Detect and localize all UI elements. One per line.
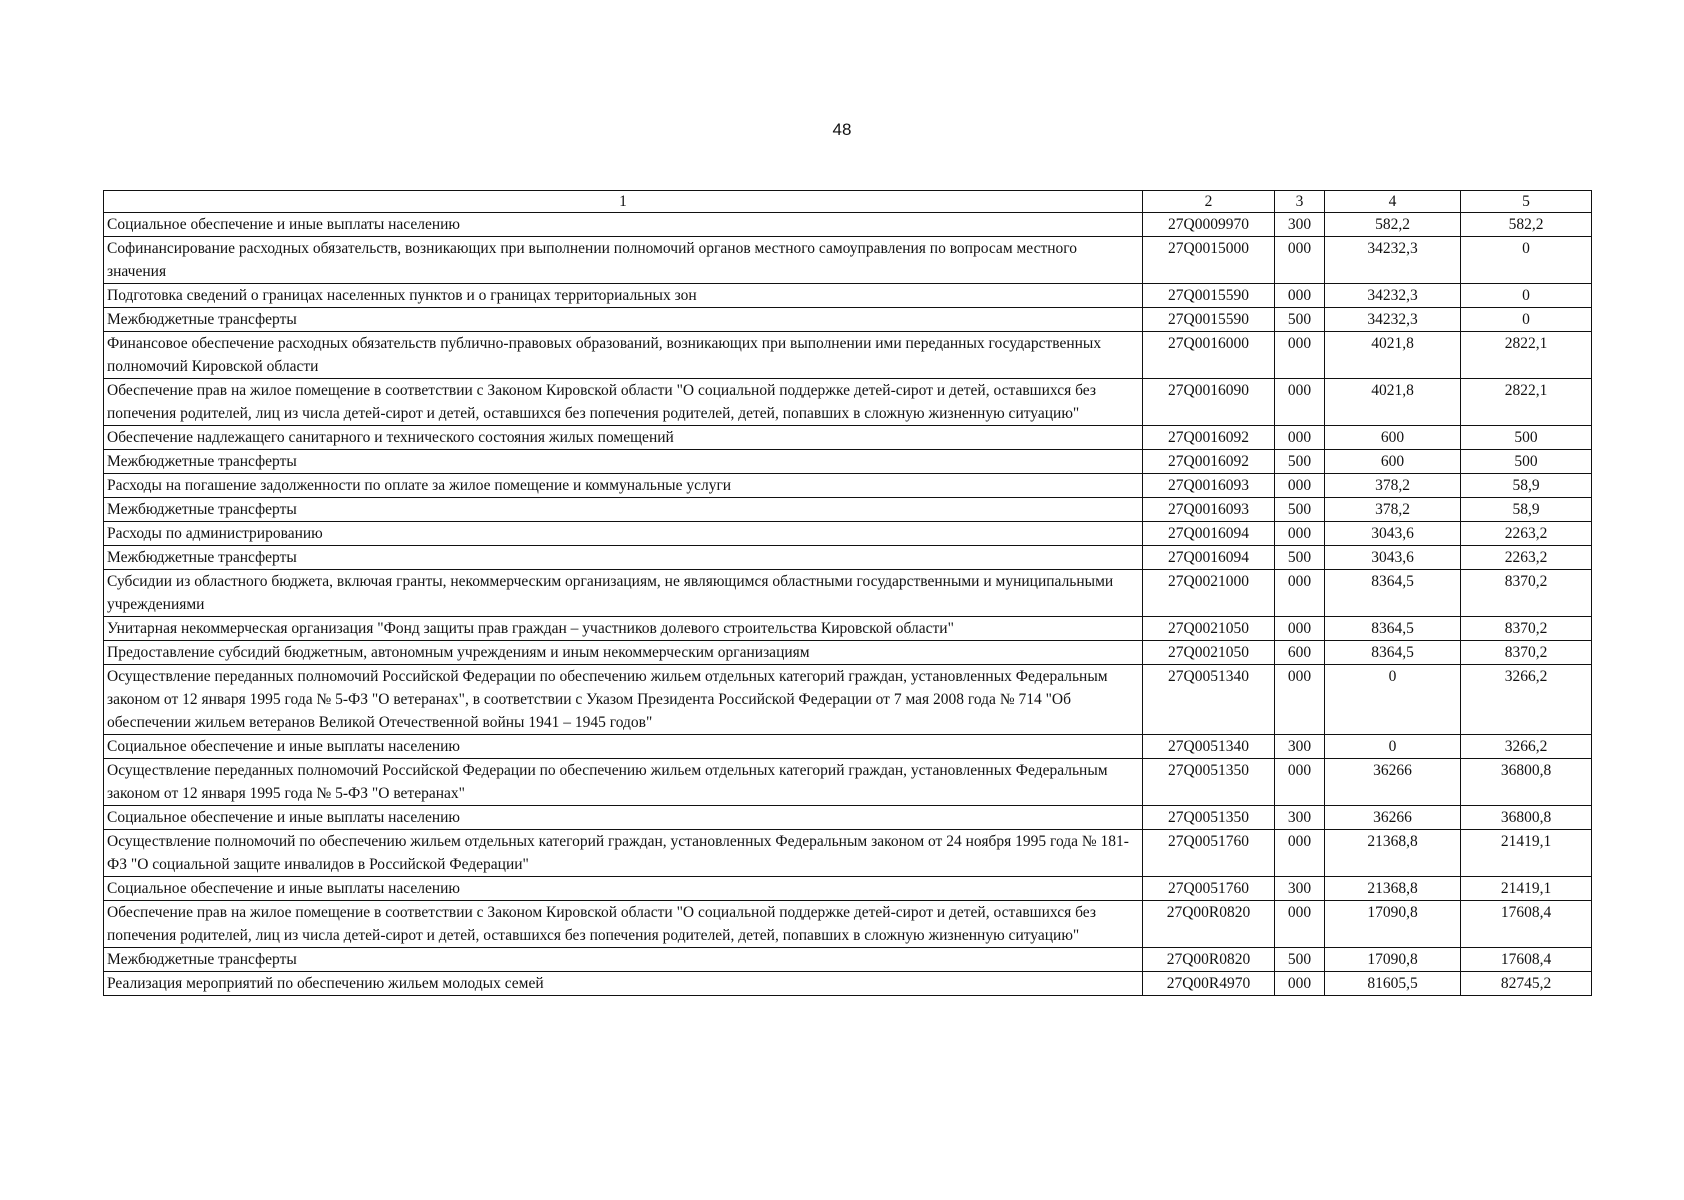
row-code-cell: 27Q00R0820 <box>1143 901 1275 948</box>
row-code-cell: 27Q0015000 <box>1143 237 1275 284</box>
row-value-1-cell: 8364,5 <box>1325 570 1461 617</box>
row-expense-type-cell: 500 <box>1275 546 1325 570</box>
row-expense-type-cell: 000 <box>1275 332 1325 379</box>
row-expense-type-cell: 300 <box>1275 213 1325 237</box>
table-row <box>104 522 1592 546</box>
row-expense-type-cell: 000 <box>1275 830 1325 877</box>
row-value-2-cell: 500 <box>1461 450 1592 474</box>
row-value-2-cell: 17608,4 <box>1461 901 1592 948</box>
header-cell-name: 1 <box>104 191 1143 213</box>
row-value-1-cell: 36266 <box>1325 806 1461 830</box>
table-row <box>104 237 1592 284</box>
row-expense-type-cell: 000 <box>1275 570 1325 617</box>
header-cell-value-2: 5 <box>1461 191 1592 213</box>
row-name-cell: Социальное обеспечение и иные выплаты населению <box>104 735 1143 759</box>
row-code-cell: 27Q0051340 <box>1143 735 1275 759</box>
row-value-1-cell: 378,2 <box>1325 474 1461 498</box>
budget-table <box>103 190 1592 996</box>
row-name-cell: Реализация мероприятий по обеспечению жильем молодых семей <box>104 972 1143 996</box>
row-name-cell: Межбюджетные трансферты <box>104 308 1143 332</box>
row-value-2-cell: 2822,1 <box>1461 379 1592 426</box>
row-code-cell: 27Q0015590 <box>1143 308 1275 332</box>
header-cell-kind: 3 <box>1275 191 1325 213</box>
row-code-cell: 27Q0016094 <box>1143 522 1275 546</box>
row-value-1-cell: 21368,8 <box>1325 877 1461 901</box>
row-name-cell: Предоставление субсидий бюджетным, автономным учреждениям и иным некоммерческим организациям <box>104 641 1143 665</box>
table-row <box>104 901 1592 948</box>
row-expense-type-cell: 300 <box>1275 806 1325 830</box>
row-value-1-cell: 21368,8 <box>1325 830 1461 877</box>
row-code-cell: 27Q0051350 <box>1143 759 1275 806</box>
row-name-cell: Расходы на погашение задолженности по оплате за жилое помещение и коммунальные услуги <box>104 474 1143 498</box>
row-value-1-cell: 8364,5 <box>1325 617 1461 641</box>
row-name-cell: Межбюджетные трансферты <box>104 498 1143 522</box>
row-code-cell: 27Q0021000 <box>1143 570 1275 617</box>
row-value-2-cell: 8370,2 <box>1461 570 1592 617</box>
row-value-2-cell: 36800,8 <box>1461 759 1592 806</box>
row-value-1-cell: 3043,6 <box>1325 522 1461 546</box>
table-row <box>104 972 1592 996</box>
row-name-cell: Межбюджетные трансферты <box>104 948 1143 972</box>
page-number: 48 <box>832 120 852 139</box>
row-code-cell: 27Q0016093 <box>1143 474 1275 498</box>
row-name-cell: Осуществление полномочий по обеспечению жильем отдельных категорий граждан, установленных Федеральным законом от 24 ноября 1995 года № 181-ФЗ "О социальной защите инвалидов в Российской Федерации" <box>104 830 1143 877</box>
row-code-cell: 27Q0016094 <box>1143 546 1275 570</box>
header-cell-value-1: 4 <box>1325 191 1461 213</box>
row-value-2-cell: 500 <box>1461 426 1592 450</box>
row-code-cell: 27Q0016093 <box>1143 498 1275 522</box>
table-row <box>104 332 1592 379</box>
row-expense-type-cell: 000 <box>1275 522 1325 546</box>
row-value-2-cell: 36800,8 <box>1461 806 1592 830</box>
row-value-1-cell: 17090,8 <box>1325 901 1461 948</box>
row-value-2-cell: 82745,2 <box>1461 972 1592 996</box>
budget-table-body <box>104 191 1592 996</box>
row-expense-type-cell: 000 <box>1275 759 1325 806</box>
row-value-1-cell: 36266 <box>1325 759 1461 806</box>
row-expense-type-cell: 300 <box>1275 877 1325 901</box>
row-value-1-cell: 582,2 <box>1325 213 1461 237</box>
row-expense-type-cell: 500 <box>1275 498 1325 522</box>
row-code-cell: 27Q0051760 <box>1143 877 1275 901</box>
table-row <box>104 498 1592 522</box>
row-value-1-cell: 34232,3 <box>1325 284 1461 308</box>
table-row <box>104 570 1592 617</box>
row-value-1-cell: 0 <box>1325 735 1461 759</box>
row-value-1-cell: 600 <box>1325 426 1461 450</box>
table-row <box>104 735 1592 759</box>
row-name-cell: Социальное обеспечение и иные выплаты населению <box>104 877 1143 901</box>
row-value-2-cell: 3266,2 <box>1461 735 1592 759</box>
row-code-cell: 27Q0021050 <box>1143 617 1275 641</box>
row-code-cell: 27Q0016090 <box>1143 379 1275 426</box>
row-value-2-cell: 21419,1 <box>1461 877 1592 901</box>
table-row <box>104 617 1592 641</box>
row-name-cell: Осуществление переданных полномочий Российской Федерации по обеспечению жильем отдельных категорий граждан, установленных Федеральным законом от 12 января 1995 года № 5-ФЗ "О ветеранах" <box>104 759 1143 806</box>
row-value-2-cell: 3266,2 <box>1461 665 1592 735</box>
table-row <box>104 474 1592 498</box>
row-expense-type-cell: 000 <box>1275 237 1325 284</box>
row-code-cell: 27Q0015590 <box>1143 284 1275 308</box>
row-value-2-cell: 58,9 <box>1461 498 1592 522</box>
row-name-cell: Подготовка сведений о границах населенных пунктов и о границах территориальных зон <box>104 284 1143 308</box>
table-row <box>104 830 1592 877</box>
row-code-cell: 27Q0016092 <box>1143 450 1275 474</box>
row-code-cell: 27Q00R4970 <box>1143 972 1275 996</box>
row-name-cell: Софинансирование расходных обязательств, возникающих при выполнении полномочий органов местного самоуправления по вопросам местного значения <box>104 237 1143 284</box>
row-expense-type-cell: 000 <box>1275 617 1325 641</box>
row-name-cell: Обеспечение надлежащего санитарного и технического состояния жилых помещений <box>104 426 1143 450</box>
table-row <box>104 213 1592 237</box>
row-code-cell: 27Q0021050 <box>1143 641 1275 665</box>
table-row <box>104 877 1592 901</box>
row-name-cell: Унитарная некоммерческая организация "Фонд защиты прав граждан – участников долевого строительства Кировской области" <box>104 617 1143 641</box>
row-code-cell: 27Q0009970 <box>1143 213 1275 237</box>
row-name-cell: Социальное обеспечение и иные выплаты населению <box>104 213 1143 237</box>
row-code-cell: 27Q0051340 <box>1143 665 1275 735</box>
table-row <box>104 806 1592 830</box>
row-code-cell: 27Q0051350 <box>1143 806 1275 830</box>
row-code-cell: 27Q00R0820 <box>1143 948 1275 972</box>
row-name-cell: Социальное обеспечение и иные выплаты населению <box>104 806 1143 830</box>
table-row <box>104 379 1592 426</box>
row-value-2-cell: 582,2 <box>1461 213 1592 237</box>
table-row <box>104 641 1592 665</box>
row-name-cell: Расходы по администрированию <box>104 522 1143 546</box>
row-name-cell: Финансовое обеспечение расходных обязательств публично-правовых образований, возникающих при выполнении ими переданных государственных полномочий Кировской области <box>104 332 1143 379</box>
row-value-1-cell: 4021,8 <box>1325 332 1461 379</box>
row-value-2-cell: 0 <box>1461 237 1592 284</box>
row-value-1-cell: 0 <box>1325 665 1461 735</box>
row-expense-type-cell: 000 <box>1275 972 1325 996</box>
row-value-2-cell: 21419,1 <box>1461 830 1592 877</box>
row-value-1-cell: 34232,3 <box>1325 308 1461 332</box>
table-row <box>104 426 1592 450</box>
row-code-cell: 27Q0016092 <box>1143 426 1275 450</box>
table-header-row <box>104 191 1592 213</box>
table-row <box>104 759 1592 806</box>
row-expense-type-cell: 600 <box>1275 641 1325 665</box>
row-value-2-cell: 0 <box>1461 308 1592 332</box>
row-expense-type-cell: 000 <box>1275 665 1325 735</box>
header-cell-code: 2 <box>1143 191 1275 213</box>
row-code-cell: 27Q0016000 <box>1143 332 1275 379</box>
row-expense-type-cell: 500 <box>1275 948 1325 972</box>
row-value-1-cell: 34232,3 <box>1325 237 1461 284</box>
row-value-1-cell: 3043,6 <box>1325 546 1461 570</box>
row-name-cell: Осуществление переданных полномочий Российской Федерации по обеспечению жильем отдельных категорий граждан, установленных Федеральным законом от 12 января 1995 года № 5-ФЗ "О ветеранах", в соответствии с Указом Президента Российской Федерации от 7 мая 2008 года № 714 "Об обеспечении жильем ветеранов Великой Отечественной войны 1941 – 1945 годов" <box>104 665 1143 735</box>
table-row <box>104 948 1592 972</box>
row-value-1-cell: 4021,8 <box>1325 379 1461 426</box>
row-value-2-cell: 2822,1 <box>1461 332 1592 379</box>
row-value-2-cell: 58,9 <box>1461 474 1592 498</box>
row-expense-type-cell: 000 <box>1275 426 1325 450</box>
row-value-1-cell: 8364,5 <box>1325 641 1461 665</box>
row-expense-type-cell: 300 <box>1275 735 1325 759</box>
row-value-2-cell: 2263,2 <box>1461 522 1592 546</box>
row-value-2-cell: 17608,4 <box>1461 948 1592 972</box>
row-expense-type-cell: 000 <box>1275 901 1325 948</box>
row-expense-type-cell: 000 <box>1275 379 1325 426</box>
row-name-cell: Субсидии из областного бюджета, включая гранты, некоммерческим организациям, не являющимся областными государственными и муниципальными учреждениями <box>104 570 1143 617</box>
row-expense-type-cell: 000 <box>1275 474 1325 498</box>
table-row <box>104 308 1592 332</box>
row-value-1-cell: 17090,8 <box>1325 948 1461 972</box>
row-value-2-cell: 8370,2 <box>1461 617 1592 641</box>
table-row <box>104 450 1592 474</box>
row-value-2-cell: 0 <box>1461 284 1592 308</box>
row-expense-type-cell: 500 <box>1275 450 1325 474</box>
table-row <box>104 546 1592 570</box>
row-code-cell: 27Q0051760 <box>1143 830 1275 877</box>
row-name-cell: Межбюджетные трансферты <box>104 546 1143 570</box>
row-value-1-cell: 378,2 <box>1325 498 1461 522</box>
row-value-1-cell: 81605,5 <box>1325 972 1461 996</box>
row-name-cell: Обеспечение прав на жилое помещение в соответствии с Законом Кировской области "О социальной поддержке детей-сирот и детей, оставшихся без попечения родителей, лиц из числа детей-сирот и детей, оставшихся без попечения родителей, детей, попавших в сложную жизненную ситуацию" <box>104 901 1143 948</box>
row-expense-type-cell: 500 <box>1275 308 1325 332</box>
row-value-2-cell: 2263,2 <box>1461 546 1592 570</box>
row-value-1-cell: 600 <box>1325 450 1461 474</box>
row-name-cell: Обеспечение прав на жилое помещение в соответствии с Законом Кировской области "О социальной поддержке детей-сирот и детей, оставшихся без попечения родителей, лиц из числа детей-сирот и детей, оставшихся без попечения родителей, детей, попавших в сложную жизненную ситуацию" <box>104 379 1143 426</box>
table-row <box>104 665 1592 735</box>
table-row <box>104 284 1592 308</box>
row-expense-type-cell: 000 <box>1275 284 1325 308</box>
row-value-2-cell: 8370,2 <box>1461 641 1592 665</box>
row-name-cell: Межбюджетные трансферты <box>104 450 1143 474</box>
